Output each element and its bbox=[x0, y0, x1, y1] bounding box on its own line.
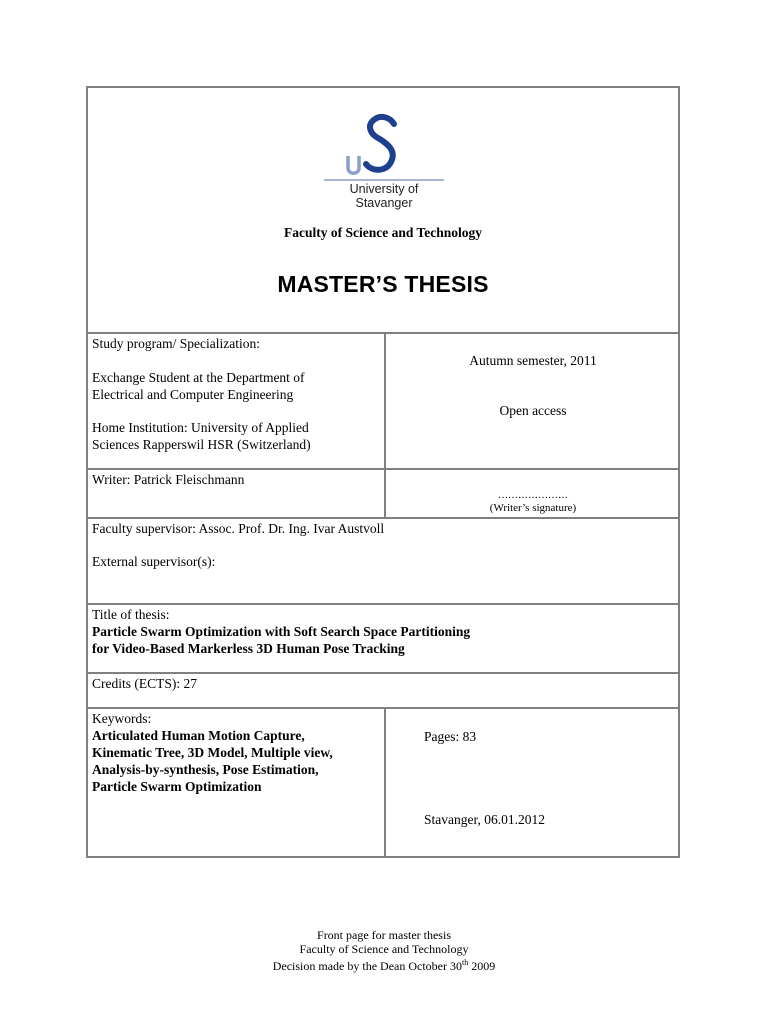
study-line-3: Home Institution: University of Applied bbox=[92, 420, 309, 435]
supervisors-section bbox=[88, 519, 678, 605]
footer-line-3 bbox=[0, 956, 768, 973]
footer-ordinal: th bbox=[462, 958, 469, 967]
keyword-line-2: Kinematic Tree, 3D Model, Multiple view, bbox=[92, 745, 333, 760]
writer-section bbox=[88, 470, 678, 519]
university-logo bbox=[324, 102, 444, 212]
signature-dots: ………………… bbox=[498, 490, 568, 501]
thesis-title-line-2: for Video-Based Markerless 3D Human Pose Tracking bbox=[92, 641, 405, 656]
thesis-title-line-1: Particle Swarm Optimization with Soft Search Space Partitioning bbox=[92, 624, 471, 639]
faculty-heading: Faculty of Science and Technology bbox=[283, 225, 482, 240]
footer-line-2: Faculty of Science and Technology bbox=[299, 942, 469, 956]
credits-label: Credits (ECTS): 27 bbox=[92, 676, 197, 691]
semester-value: Autumn semester, 2011 bbox=[469, 353, 597, 368]
study-line-1: Exchange Student at the Department of bbox=[92, 370, 305, 385]
study-line-4: Sciences Rapperswil HSR (Switzerland) bbox=[92, 437, 311, 452]
keywords-label: Keywords: bbox=[92, 711, 152, 726]
keyword-line-1: Articulated Human Motion Capture, bbox=[92, 728, 305, 743]
university-name-line2: Stavanger bbox=[355, 196, 413, 210]
signature-caption: (Writer’s signature) bbox=[489, 502, 577, 514]
faculty-supervisor: Faculty supervisor: Assoc. Prof. Dr. Ing. Ivar Austvoll bbox=[92, 521, 385, 536]
page-title: MASTER’S THESIS bbox=[277, 271, 489, 297]
column-divider bbox=[384, 709, 386, 856]
credits-section bbox=[88, 674, 678, 709]
header-section bbox=[88, 88, 678, 334]
pages-count: Pages: 83 bbox=[424, 729, 477, 744]
university-name-line1: University of bbox=[349, 182, 419, 196]
access-value: Open access bbox=[499, 403, 567, 418]
keyword-line-4: Particle Swarm Optimization bbox=[92, 779, 262, 794]
place-date: Stavanger, 06.01.2012 bbox=[424, 812, 545, 827]
study-program-label: Study program/ Specialization: bbox=[92, 336, 260, 351]
keyword-line-3: Analysis-by-synthesis, Pose Estimation, bbox=[92, 762, 319, 777]
keywords-section bbox=[88, 709, 678, 856]
footer-line-1: Front page for master thesis bbox=[317, 928, 451, 942]
thesis-form bbox=[86, 86, 680, 858]
thesis-title-section bbox=[88, 605, 678, 674]
study-line-2: Electrical and Computer Engineering bbox=[92, 387, 294, 402]
footer-decision-text: Decision made by the Dean October 30 bbox=[272, 959, 463, 973]
external-supervisor: External supervisor(s): bbox=[92, 554, 216, 569]
writer-label: Writer: Patrick Fleischmann bbox=[92, 472, 245, 487]
thesis-title-label: Title of thesis: bbox=[92, 607, 170, 622]
study-program-section bbox=[88, 334, 678, 470]
footer-year: 2009 bbox=[468, 959, 496, 973]
